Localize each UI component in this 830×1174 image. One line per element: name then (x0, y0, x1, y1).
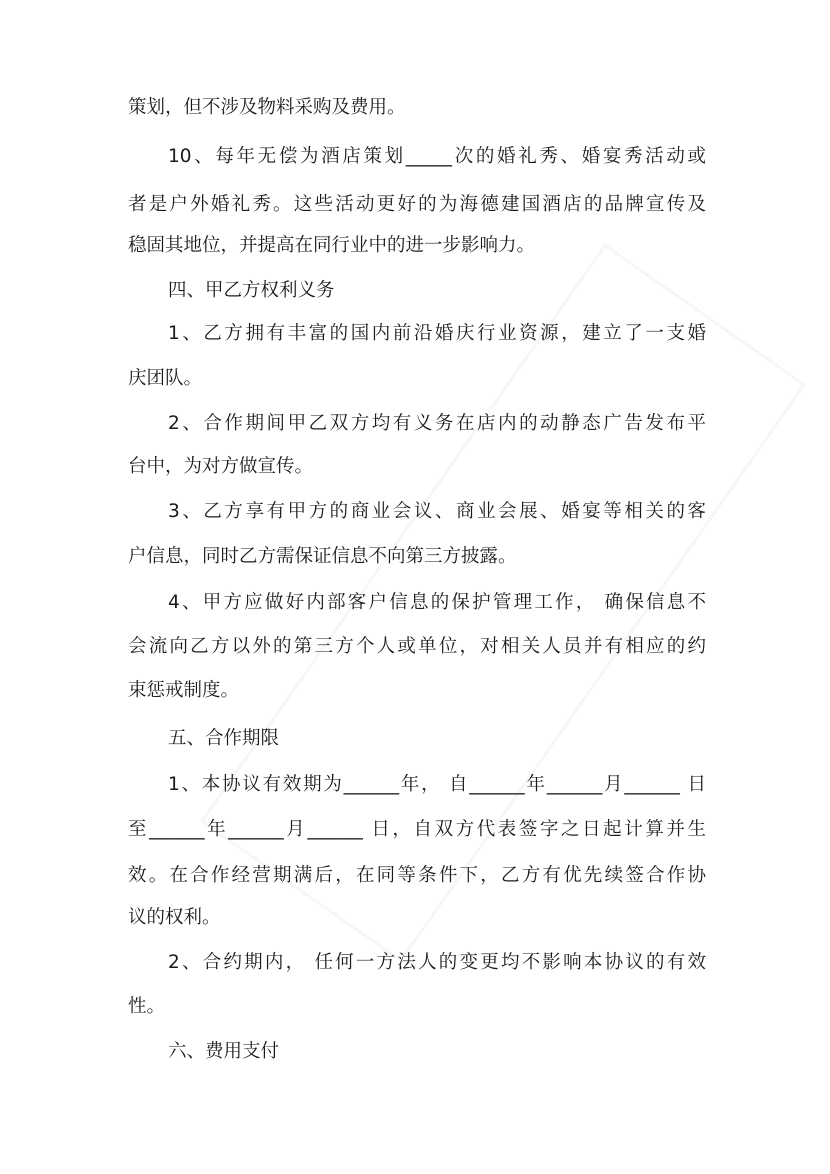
text-line: 1、乙方拥有丰富的国内前沿婚庆行业资源，建立了一支婚 (168, 323, 706, 344)
text-line: 五、合作期限 (168, 728, 280, 749)
text-line: 台中，为对方做宣传。 (128, 456, 314, 477)
text-line: 至______年______月______ 日，自双方代表签字之日起计算并生 (128, 819, 706, 840)
text-line: 者是户外婚礼秀。这些活动更好的为海德建国酒店的品牌宣传及 (128, 194, 706, 215)
text-line: 2、合约期内， 任何一方法人的变更均不影响本协议的有效 (168, 952, 706, 973)
text-line: 策划，但不涉及物料采购及费用。 (128, 97, 406, 118)
text-line: 户信息，同时乙方需保证信息不向第三方披露。 (128, 546, 517, 567)
text-line: 议的权利。 (128, 907, 221, 928)
text-line: 4、甲方应做好内部客户信息的保护管理工作， 确保信息不 (168, 592, 706, 613)
text-line: 六、费用支付 (168, 1041, 280, 1062)
text-line: 效。在合作经营期满后，在同等条件下，乙方有优先续签合作协 (128, 865, 706, 886)
text-line: 10、每年无偿为酒店策划_____次的婚礼秀、婚宴秀活动或 (168, 146, 706, 167)
text-line: 束惩戒制度。 (128, 680, 240, 701)
text-line: 稳固其地位，并提高在同行业中的进一步影响力。 (128, 235, 536, 256)
text-line: 庆团队。 (128, 368, 203, 389)
text-line: 四、甲乙方权利义务 (168, 280, 335, 301)
text-line: 3、乙方享有甲方的商业会议、商业会展、婚宴等相关的客 (168, 501, 706, 522)
text-line: 性。 (128, 996, 166, 1017)
text-line: 1、本协议有效期为______年， 自______年______月______ 日 (168, 774, 706, 795)
text-line: 会流向乙方以外的第三方个人或单位，对相关人员并有相应的约 (128, 636, 706, 657)
text-line: 2、合作期间甲乙双方均有义务在店内的动静态广告发布平 (168, 413, 706, 434)
